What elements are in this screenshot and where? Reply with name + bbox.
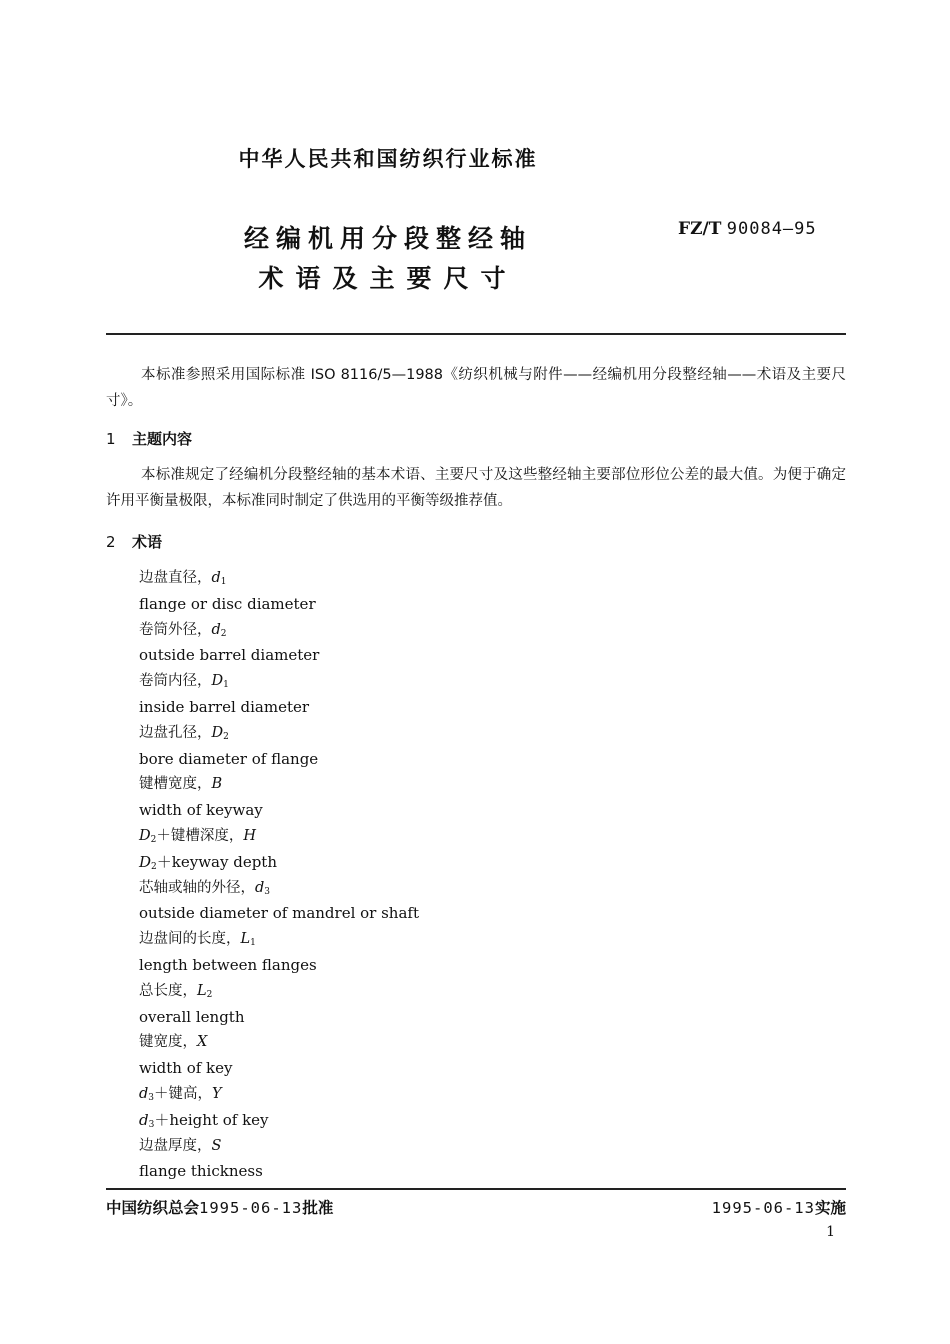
implementation-label: 实施 xyxy=(814,1199,846,1217)
term-english-text: width of keyway xyxy=(139,801,263,820)
term-chinese xyxy=(139,566,419,592)
term-prefix-symbol xyxy=(139,1086,154,1102)
term-symbol-subscript: 1 xyxy=(250,938,256,949)
term-english xyxy=(139,798,419,824)
term-symbol-subscript: 3 xyxy=(264,886,271,897)
term-symbol-letter: S xyxy=(211,1137,222,1154)
term-english xyxy=(139,643,419,669)
term-english-prefix-symbol xyxy=(139,1111,154,1129)
term-english-text: ＋height of key xyxy=(154,1110,269,1129)
term-chinese xyxy=(139,876,419,902)
section-2-heading xyxy=(106,531,162,552)
term-symbol xyxy=(197,1034,207,1050)
header-divider xyxy=(106,333,846,335)
standard-type-heading: 中华人民共和国纺织行业标准 xyxy=(238,147,538,171)
term-english-text: ＋keyway depth xyxy=(156,852,278,871)
section-2-title: 术语 xyxy=(132,533,163,551)
term-english-text: length between flanges xyxy=(139,955,317,974)
terms-list xyxy=(139,566,419,1185)
term-chinese-text: 边盘直径， xyxy=(139,570,212,586)
term-prefix-symbol xyxy=(139,828,156,844)
term-chinese-text: 卷筒内径， xyxy=(139,673,212,690)
term-symbol-letter: d xyxy=(211,570,221,586)
term-symbol-letter: d xyxy=(255,879,265,896)
term-english-prefix-symbol-subscript: 2 xyxy=(151,861,157,872)
term-english xyxy=(139,953,419,979)
approval-date: 1995-06-13 xyxy=(199,1199,303,1217)
term-english xyxy=(139,1108,419,1134)
term-chinese xyxy=(139,1082,419,1108)
term-english-text: inside barrel diameter xyxy=(139,697,310,716)
term-symbol xyxy=(241,931,256,947)
term-english xyxy=(139,1056,419,1082)
standard-code-prefix: FZ/T xyxy=(678,219,722,239)
term-chinese-text: 边盘厚度， xyxy=(139,1137,212,1154)
term-chinese xyxy=(139,1030,419,1056)
term-chinese-text: 边盘孔径， xyxy=(139,724,212,741)
page-number: 1 xyxy=(826,1224,835,1240)
term-english-text: bore diameter of flange xyxy=(139,749,319,768)
term-symbol xyxy=(212,725,229,741)
term-english xyxy=(139,850,419,876)
standard-code-number: 90084—95 xyxy=(726,219,817,239)
term-symbol xyxy=(255,880,270,896)
term-symbol xyxy=(212,622,227,638)
term-symbol-subscript: 2 xyxy=(220,628,227,639)
approval-label: 批准 xyxy=(302,1199,334,1217)
term-english-text: overall length xyxy=(139,1007,245,1026)
term-chinese xyxy=(139,979,419,1005)
section-2-number: 2 xyxy=(106,533,116,551)
term-symbol-letter: L xyxy=(197,982,207,999)
term-symbol xyxy=(212,1086,222,1102)
term-chinese xyxy=(139,618,419,644)
term-english xyxy=(139,1005,419,1031)
term-english-text: flange thickness xyxy=(139,1162,263,1181)
section-1-paragraph: 本标准规定了经编机分段整经轴的基本术语、主要尺寸及这些整经轴主要部位形位公差的最大值。为便于确定许用平衡量极限，本标准同时制定了供选用的平衡等级推荐值。 xyxy=(106,467,846,509)
section-1-title: 主题内容 xyxy=(132,430,193,448)
standard-code xyxy=(678,219,817,239)
term-chinese-text: 芯轴或轴的外径， xyxy=(139,879,255,896)
term-symbol-subscript: 2 xyxy=(223,731,229,742)
term-chinese-text: ＋键高， xyxy=(154,1085,213,1102)
term-english-prefix-symbol-letter: d xyxy=(139,1110,149,1129)
term-symbol-letter: B xyxy=(211,776,223,793)
term-symbol-letter: X xyxy=(197,1034,208,1051)
term-english-prefix-symbol-letter: D xyxy=(139,852,152,871)
section-1-number: 1 xyxy=(106,430,116,448)
term-symbol-letter: D xyxy=(211,673,224,690)
term-english xyxy=(139,695,419,721)
term-chinese xyxy=(139,669,419,695)
term-symbol-letter: L xyxy=(240,931,251,948)
term-chinese xyxy=(139,824,419,850)
term-english-text: width of key xyxy=(139,1059,233,1078)
term-symbol-letter: d xyxy=(211,621,221,638)
term-english xyxy=(139,1159,419,1185)
term-symbol xyxy=(212,673,229,689)
term-chinese-text: 总长度， xyxy=(139,982,197,999)
implementation-date: 1995-06-13 xyxy=(711,1199,815,1217)
foreword-paragraph: 本标准参照采用国际标准 ISO 8116/5—1988《纺织机械与附件——经编机用分段整经轴——术语及主要尺寸》。 xyxy=(106,367,846,409)
implementation-line xyxy=(712,1196,846,1218)
term-english xyxy=(139,901,419,927)
term-english-text: flange or disc diameter xyxy=(139,594,316,613)
term-symbol-subscript: 2 xyxy=(206,989,213,1000)
term-chinese xyxy=(139,927,419,953)
term-symbol xyxy=(212,570,227,586)
term-prefix-symbol-letter: d xyxy=(139,1085,149,1102)
term-symbol-subscript: 1 xyxy=(220,577,227,587)
term-english-text: outside diameter of mandrel or shaft xyxy=(139,904,419,923)
term-english-prefix-symbol xyxy=(139,853,157,871)
issuer-name: 中国纺织总会 xyxy=(106,1199,200,1217)
term-symbol xyxy=(212,776,223,792)
term-prefix-symbol-subscript: 2 xyxy=(150,834,157,845)
term-english xyxy=(139,592,419,618)
footer-divider xyxy=(106,1188,846,1190)
term-chinese xyxy=(139,772,419,798)
term-chinese-text: 键宽度， xyxy=(139,1034,197,1051)
term-prefix-symbol-letter: D xyxy=(139,827,151,844)
term-english xyxy=(139,747,419,773)
section-1-heading xyxy=(106,428,192,449)
term-chinese-text: ＋键槽深度， xyxy=(156,827,244,844)
term-english-text: outside barrel diameter xyxy=(139,646,320,665)
term-english-prefix-symbol-subscript: 3 xyxy=(148,1119,155,1130)
term-symbol xyxy=(212,1138,222,1154)
document-title-line-2: 术语及主要尺寸 xyxy=(258,264,518,293)
term-symbol-letter: H xyxy=(243,827,257,844)
term-chinese-text: 边盘间的长度， xyxy=(139,931,241,948)
term-symbol-letter: Y xyxy=(212,1085,222,1102)
term-chinese-text: 卷筒外径， xyxy=(139,621,212,638)
approval-line xyxy=(106,1196,333,1218)
term-chinese-text: 键槽宽度， xyxy=(139,776,212,793)
term-symbol xyxy=(243,828,256,844)
term-prefix-symbol-subscript: 3 xyxy=(148,1092,155,1103)
term-symbol-letter: D xyxy=(211,724,224,741)
term-chinese xyxy=(139,721,419,747)
term-chinese xyxy=(139,1134,419,1160)
document-title-line-1: 经编机用分段整经轴 xyxy=(243,224,532,253)
term-symbol xyxy=(197,983,212,999)
term-symbol-subscript: 1 xyxy=(223,680,229,691)
